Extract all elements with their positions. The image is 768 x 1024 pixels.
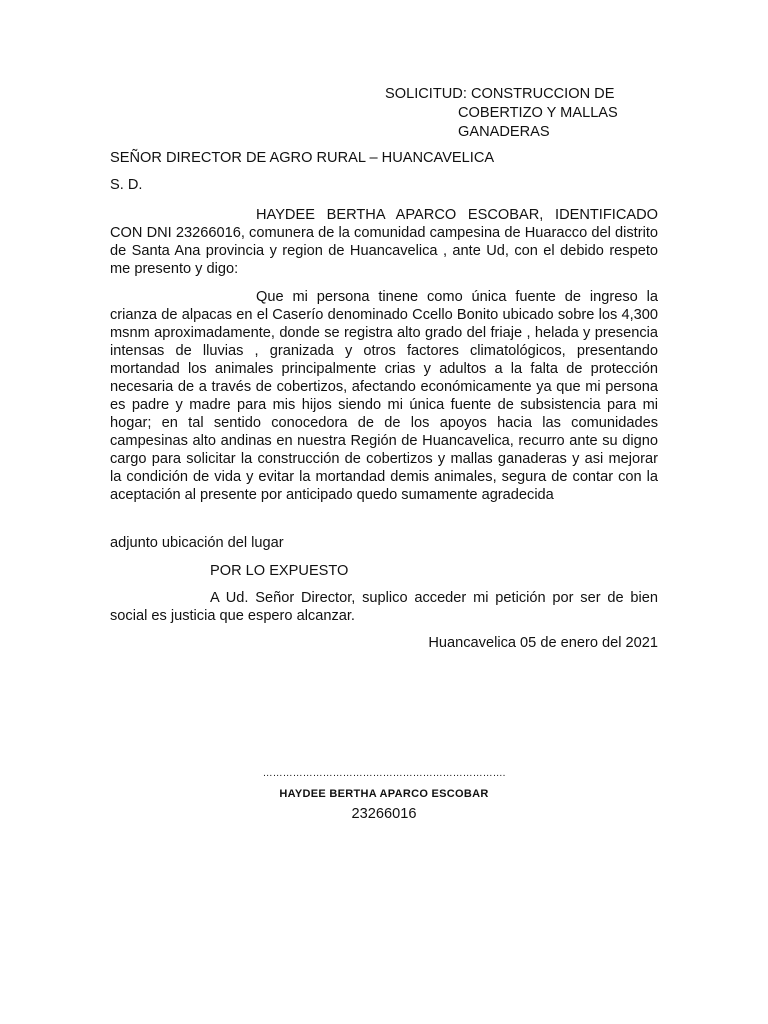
date-line: Huancavelica 05 de enero del 2021	[428, 635, 658, 651]
signature-dni: 23266016	[351, 806, 417, 822]
signature-name: HAYDEE BERTHA APARCO ESCOBAR	[279, 788, 489, 800]
paragraph-introduction-text: HAYDEE BERTHA APARCO ESCOBAR, IDENTIFICADO CON DNI 23266016, comunera de la comunidad campesina de Huaracco del distrito de Santa Ana provincia y region de Huancavelica , ante Ud, con el debido respeto me presento y digo:	[110, 207, 658, 277]
paragraph-body	[110, 288, 658, 504]
subject-line-3: GANADERAS	[458, 124, 550, 140]
salutation: S. D.	[110, 177, 143, 193]
signature-line: ……………………………………………………………….	[262, 768, 506, 779]
subject-block	[385, 85, 645, 142]
paragraph-introduction	[110, 206, 658, 278]
paragraph-request	[110, 589, 658, 625]
subject-line-2: COBERTIZO Y MALLAS	[458, 105, 618, 121]
paragraph-request-text: A Ud. Señor Director, suplico acceder mi petición por ser de bien social es justicia que espero alcanzar.	[110, 590, 658, 624]
addressee: SEÑOR DIRECTOR DE AGRO RURAL – HUANCAVELICA	[110, 150, 495, 166]
paragraph-body-text: Que mi persona tinene como única fuente de ingreso la crianza de alpacas en el Caserío denominado Ccello Bonito ubicado sobre los 4,300 msnm aproximadamente, donde se registra alto grado del friaje , helada y presencia intensas de lluvias , granizada y otros factores climatológicos, presentando mortandad los animales principalmente crias y adultos a la falta de protección necesaria de a través de cobertizos, afectando económicamente ya que mi persona es padre y madre para mis hijos siendo mi única fuente de subsistencia para mi hogar; en tal sentido conocedora de de los apoyos hacia las comunidades campesinas alto andinas en nuestra Región de Huancavelica, recurro ante su digno cargo para solicitar la construcción de cobertizos y mallas ganaderas y asi mejorar la condición de vida y evitar la mortandad demis animales, segura de contar con la aceptación al presente por anticipado quedo sumamente agradecida	[110, 289, 658, 503]
attachment-note: adjunto ubicación del lugar	[110, 535, 284, 551]
subject-line-1: SOLICITUD: CONSTRUCCION DE	[385, 86, 615, 102]
por-lo-expuesto: POR LO EXPUESTO	[210, 563, 349, 579]
